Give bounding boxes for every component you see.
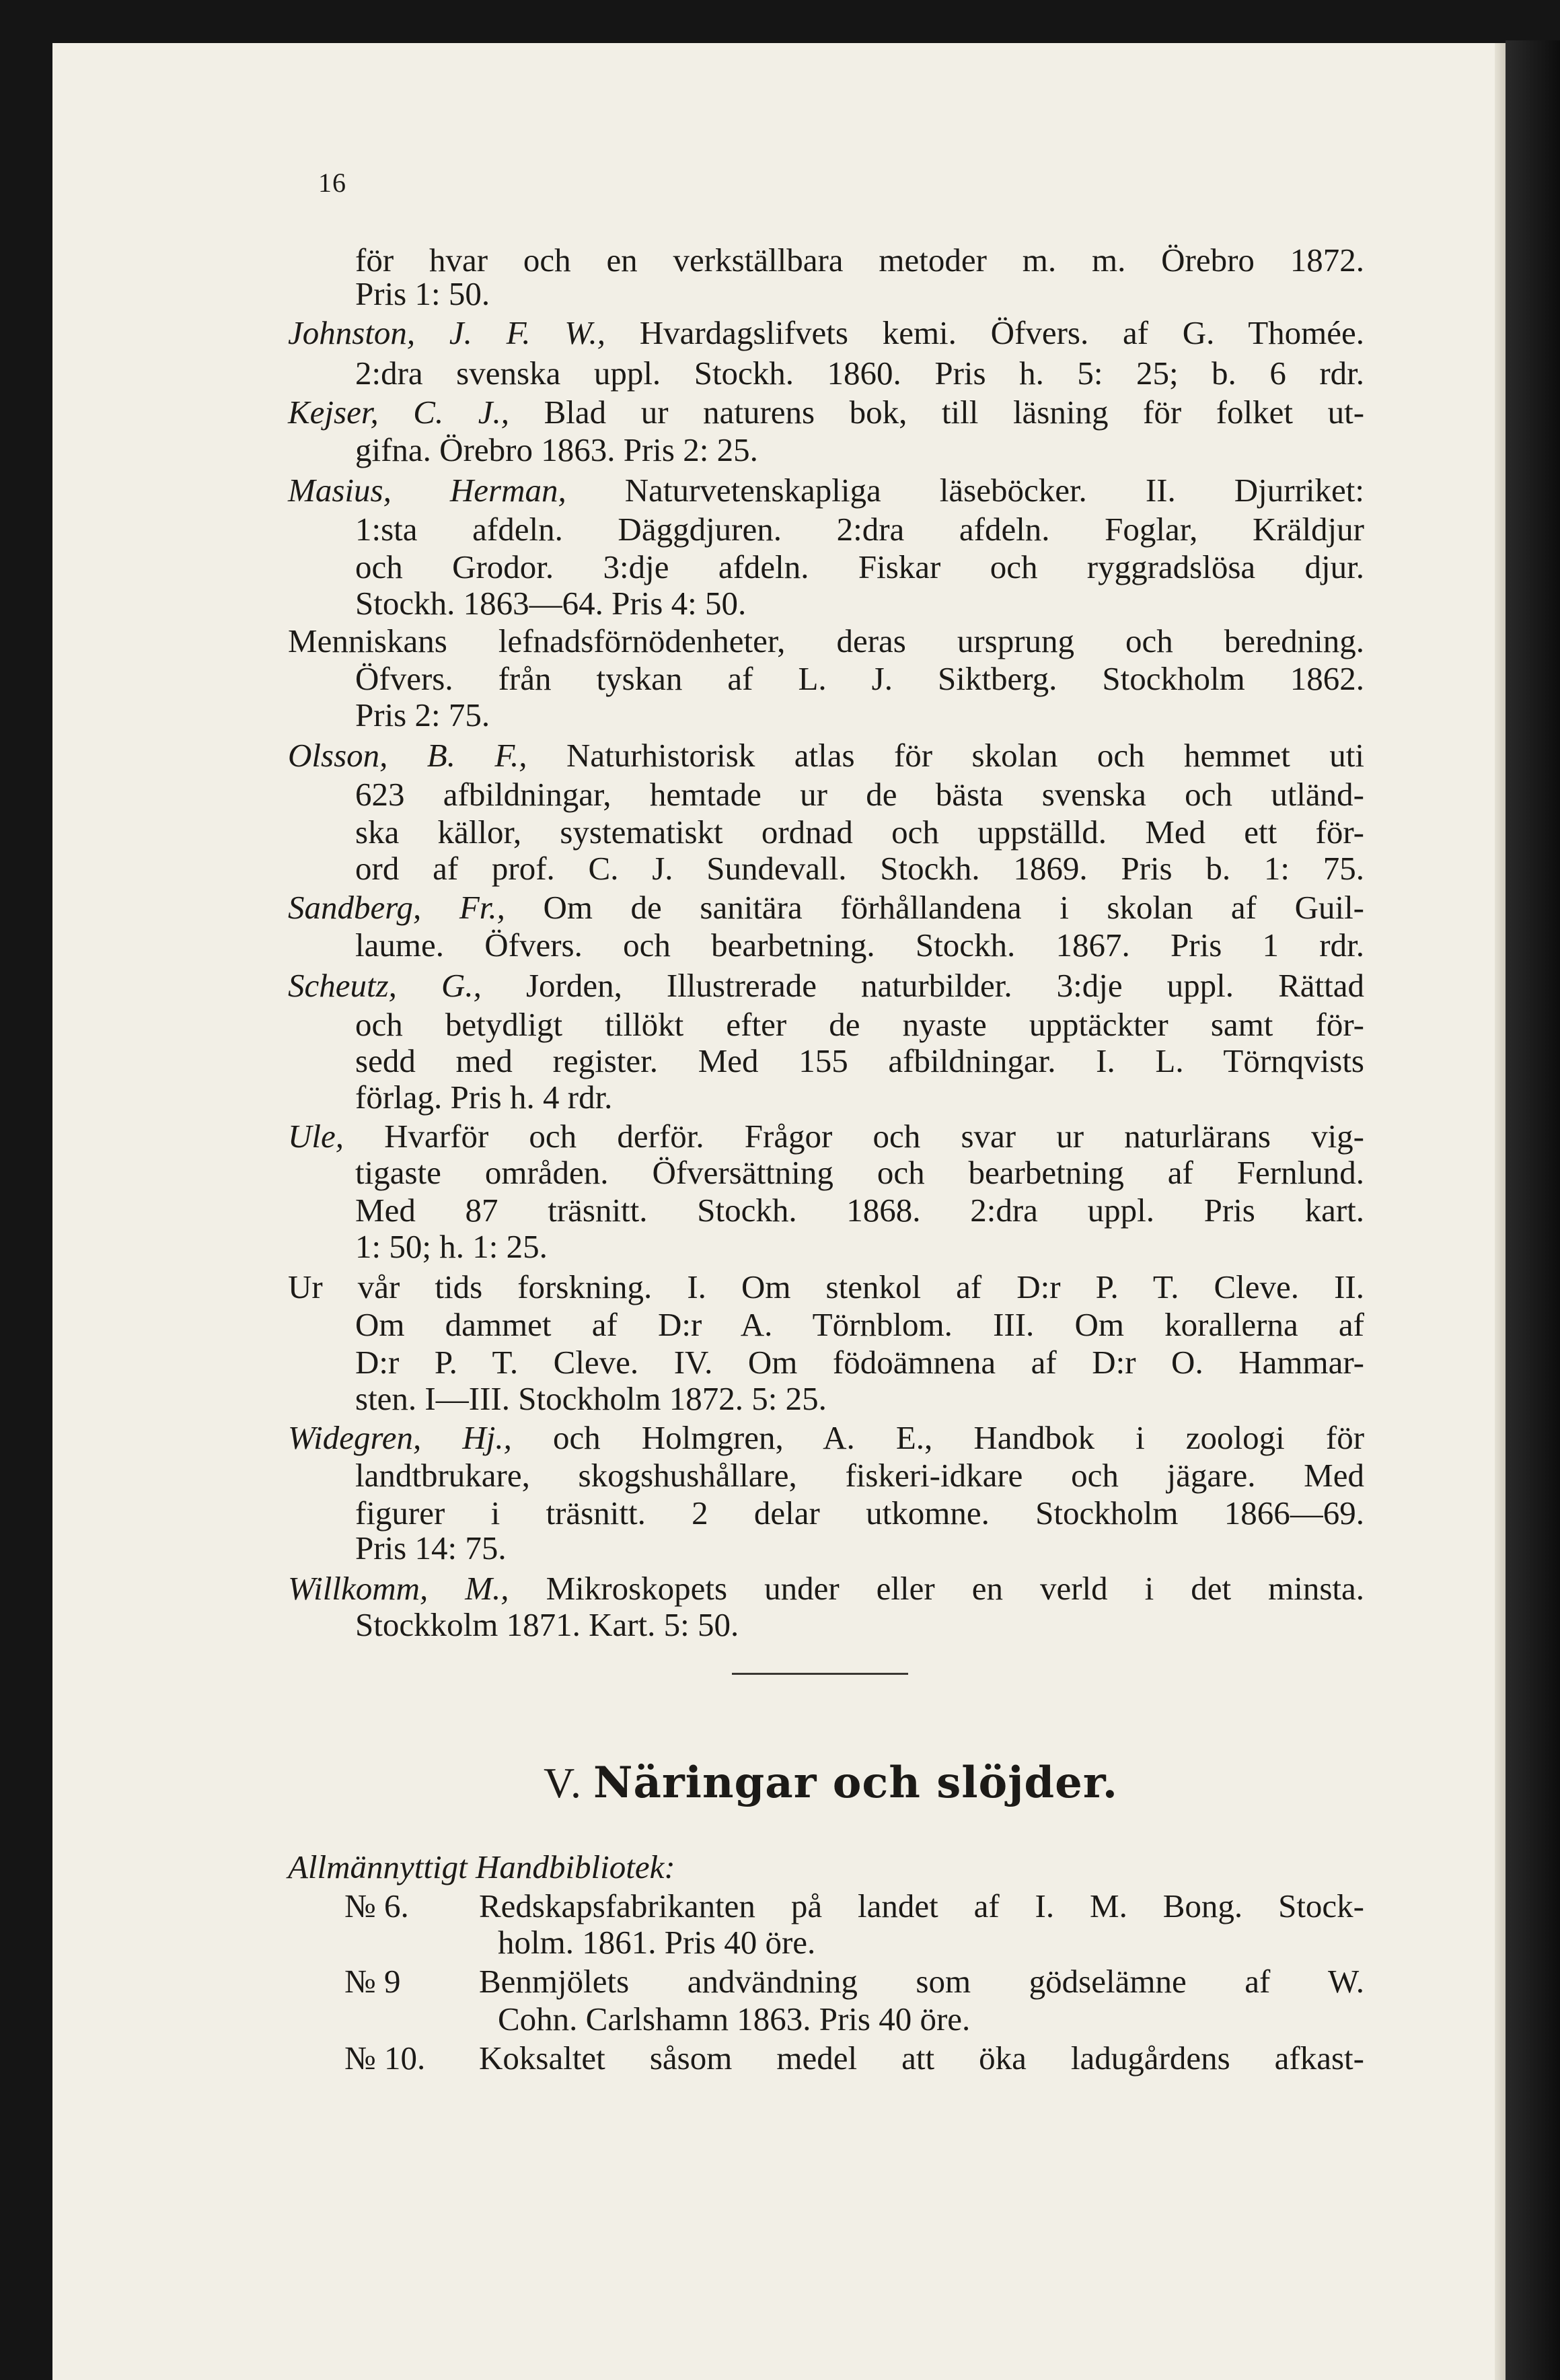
entry-line: Stockkolm 1871. Kart. 5: 50. [355, 1606, 739, 1643]
entry-line: Pris 1: 50. [355, 275, 490, 312]
section-title: Näringar och slöjder. [593, 1758, 1118, 1808]
entry-text: Naturhistorisk atlas för skolan och hemmet uti [566, 737, 1364, 774]
entry-text: Jorden, Illustrerade naturbilder. 3:dje uppl. Rättad [525, 967, 1364, 1004]
bibliography-entry [288, 969, 1364, 1002]
entry-line: gifna. Örebro 1863. Pris 2: 25. [355, 431, 758, 468]
numbered-item-line: Redskapsfabrikanten på landet af I. M. Bong. Stock- [479, 1887, 1364, 1924]
section-number: V. [544, 1759, 583, 1807]
entry-line: och betydligt tillökt efter de nyaste upptäckter samt för- [355, 1006, 1364, 1043]
entry-line: ord af prof. C. J. Sundevall. Stockh. 1869. Pris b. 1: 75. [355, 850, 1364, 887]
entry-text: Hvardagslifvets kemi. Öfvers. af G. Thomée. [639, 314, 1364, 351]
numbered-item-line: Benmjölets andvändning som gödselämne af W. [479, 1963, 1364, 2000]
entry-author: Sandberg, Fr., [288, 889, 505, 926]
entry-line: D:r P. T. Cleve. IV. Om födoämnena af D:r O. Hammar- [355, 1344, 1364, 1381]
numbered-item-line: Koksaltet såsom medel att öka ladugårdens afkast- [479, 2040, 1364, 2077]
entry-author: Kejser, C. J., [288, 394, 510, 431]
item-number: № 10. [344, 2040, 426, 2077]
entry-text: Mikroskopets under eller en verld i det minsta. [546, 1570, 1365, 1607]
bibliography-entry [288, 891, 1364, 924]
entry-author: Ule, [288, 1118, 344, 1155]
entry-text: Blad ur naturens bok, till läsning för folket ut- [544, 394, 1365, 431]
entry-line: Pris 14: 75. [355, 1529, 507, 1566]
numbered-item-line: Cohn. Carlshamn 1863. Pris 40 öre. [498, 2000, 971, 2038]
entry-author: Scheutz, G., [288, 967, 482, 1004]
bibliography-entry [288, 1120, 1364, 1153]
bibliography-entry [288, 396, 1364, 429]
entry-text: Naturvetenskapliga läseböcker. II. Djurriket: [624, 472, 1364, 509]
bibliography-entry: Menniskans lefnadsförnödenheter, deras ursprung och beredning. [288, 622, 1364, 659]
entry-author: Johnston, J. F. W., [288, 314, 606, 351]
entry-line: figurer i träsnitt. 2 delar utkomne. Stockholm 1866—69. [355, 1494, 1364, 1531]
entry-author: Willkomm, M., [288, 1570, 509, 1607]
entry-line: för hvar och en verkställbara metoder m. m. Örebro 1872. [355, 242, 1364, 279]
scan-border [1506, 40, 1560, 2380]
page-number: 16 [318, 168, 346, 198]
page-fold [1495, 43, 1506, 2380]
entry-line: Pris 2: 75. [355, 696, 490, 733]
entry-line: sedd med register. Med 155 afbildningar. I. L. Törnqvists [355, 1042, 1364, 1079]
entry-line: landtbrukare, skogshushållare, fiskeri-idkare och jägare. Med [355, 1457, 1364, 1494]
bibliography-entry [288, 1572, 1364, 1605]
entry-line: ska källor, systematiskt ordnad och uppställd. Med ett för- [355, 814, 1364, 851]
entry-line: sten. I—III. Stockholm 1872. 5: 25. [355, 1380, 827, 1417]
entry-line: Stockh. 1863—64. Pris 4: 50. [355, 585, 747, 622]
section-heading [544, 1758, 1118, 1808]
entry-line: 623 afbildningar, hemtade ur de bästa svenska och utländ- [355, 776, 1364, 813]
entry-line: Om dammet af D:r A. Törnblom. III. Om korallerna af [355, 1306, 1364, 1343]
item-number: № 9 [344, 1963, 401, 2000]
entry-line: Med 87 träsnitt. Stockh. 1868. 2:dra uppl. Pris kart. [355, 1192, 1364, 1229]
numbered-item-line: holm. 1861. Pris 40 öre. [498, 1924, 816, 1961]
entry-line: Öfvers. från tyskan af L. J. Siktberg. Stockholm 1862. [355, 660, 1364, 697]
entry-line: och Grodor. 3:dje afdeln. Fiskar och ryggradslösa djur. [355, 548, 1364, 585]
entry-text: Hvarför och derför. Frågor och svar ur naturlärans vig- [384, 1118, 1365, 1155]
item-number: № 6. [344, 1887, 409, 1924]
bibliography-entry: Ur vår tids forskning. I. Om stenkol af D:r P. T. Cleve. II. [288, 1268, 1364, 1305]
entry-line: 1:sta afdeln. Däggdjuren. 2:dra afdeln. Foglar, Kräldjur [355, 511, 1364, 548]
section-divider [732, 1673, 908, 1675]
entry-line: laume. Öfvers. och bearbetning. Stockh. 1867. Pris 1 rdr. [355, 927, 1364, 964]
entry-author: Widegren, Hj., [288, 1419, 512, 1456]
entry-line: tigaste områden. Öfversättning och bearbetning af Fernlund. [355, 1154, 1364, 1191]
entry-line: förlag. Pris h. 4 rdr. [355, 1079, 613, 1116]
entry-author: Olsson, B. F., [288, 737, 527, 774]
bibliography-entry [288, 739, 1364, 772]
entry-line: 2:dra svenska uppl. Stockh. 1860. Pris h. 5: 25; b. 6 rdr. [355, 355, 1364, 392]
bibliography-entry [288, 474, 1364, 507]
bibliography-entry [288, 1421, 1364, 1454]
entry-text: Om de sanitära förhållandena i skolan af Guil- [543, 889, 1365, 926]
entry-text: och Holmgren, A. E., Handbok i zoologi för [552, 1419, 1365, 1456]
bibliography-entry [288, 316, 1364, 349]
series-title: Allmännyttigt Handbibliotek: [288, 1848, 675, 1885]
entry-line: 1: 50; h. 1: 25. [355, 1228, 548, 1265]
entry-author: Masius, Herman, [288, 472, 566, 509]
